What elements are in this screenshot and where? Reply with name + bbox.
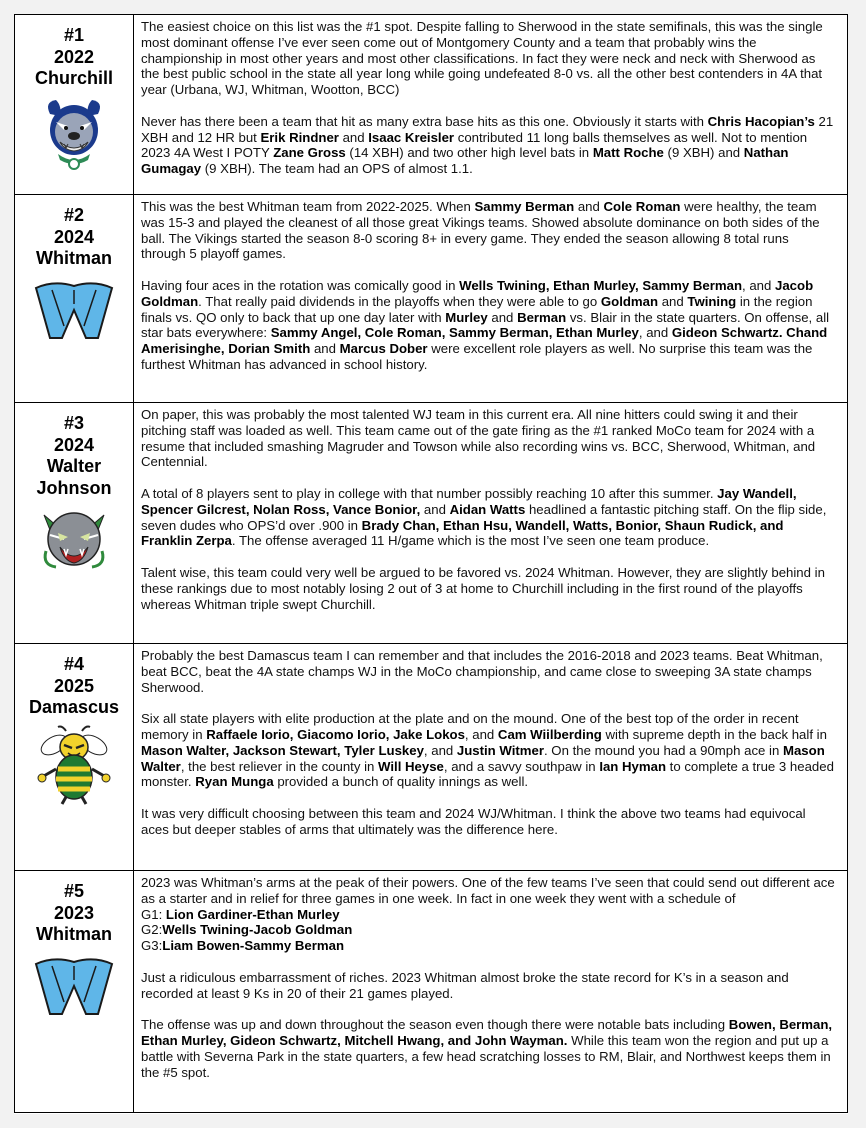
player-name: Lion Gardiner-Ethan Murley bbox=[165, 906, 340, 922]
player-name: Aidan Watts bbox=[449, 501, 526, 517]
hornet-logo-icon bbox=[36, 725, 112, 805]
player-name: Bowen, Berman, Ethan Murley, Gideon Schwartz, Mitchell Hwang, and John Wayman. bbox=[141, 1017, 833, 1048]
team-heading bbox=[15, 881, 133, 946]
team-label: Churchill bbox=[34, 68, 113, 88]
player-name: Jacob Goldman bbox=[141, 277, 814, 309]
description-paragraph bbox=[141, 199, 837, 262]
description-cell bbox=[134, 15, 848, 195]
text-run: 2023 was Whitman’s arms at the peak of their powers. One of the few teams I’ve seen that could send out different ace as a starter and in relief for three games in one week. In fact in one week they went with a schedule of bbox=[141, 875, 835, 906]
rankings-table bbox=[14, 14, 848, 1113]
player-name: Liam Bowen-Sammy Berman bbox=[162, 938, 345, 954]
wildcat-logo-icon bbox=[38, 505, 110, 571]
text-run: Just a ridiculous embarrassment of riches. 2023 Whitman almost broke the state record for K’s in a season and recorded at least 9 Ks in 20 of their 21 games played. bbox=[141, 969, 789, 1001]
player-name: Wells Twining-Jacob Goldman bbox=[162, 922, 353, 938]
rank-label: #1 bbox=[63, 25, 85, 45]
text-run: , and bbox=[742, 277, 776, 293]
text-run: , the best reliever in the county in bbox=[180, 758, 379, 774]
player-name: Chris Hacopian’s bbox=[707, 113, 815, 129]
team-label: Whitman bbox=[36, 924, 112, 944]
description-cell bbox=[134, 871, 848, 1113]
description-paragraph bbox=[141, 278, 837, 373]
text-run: . On the mound you had a 90mph ace in bbox=[543, 742, 783, 758]
player-name: Matt Roche bbox=[592, 145, 664, 161]
description-paragraph bbox=[141, 806, 837, 838]
text-run: and bbox=[338, 129, 369, 145]
rank-label: #5 bbox=[63, 881, 85, 901]
player-name: Ian Hyman bbox=[599, 758, 667, 774]
text-run: . That really paid dividends in the playoffs when they were able to go bbox=[198, 293, 601, 309]
text-run: vs. Blair in the state quarters. On offense, all star bats everywhere: bbox=[141, 309, 830, 341]
player-name: Isaac Kreisler bbox=[368, 129, 455, 145]
text-run: (9 XBH). The team had an OPS of almost 1.1. bbox=[201, 161, 473, 177]
text-run: contributed 11 long balls themselves as well. Not to mention 2023 4A West I POTY bbox=[141, 129, 808, 161]
text-run: . The offense averaged 11 H/game which is the most I’ve seen one team produce. bbox=[231, 533, 710, 549]
text-run: with supreme depth in the back half in bbox=[601, 726, 827, 742]
text-run: G3: bbox=[141, 938, 163, 954]
description-paragraph bbox=[141, 711, 837, 790]
description-paragraph bbox=[141, 114, 837, 177]
text-run: , and a savvy southpaw in bbox=[443, 758, 600, 774]
rank-label: #4 bbox=[63, 654, 85, 674]
whitman-w-logo-icon bbox=[34, 276, 114, 342]
player-name: Mason Walter bbox=[141, 742, 825, 774]
text-run: in the region finals vs. QO only to back that up one day later with bbox=[141, 293, 813, 325]
text-run: A total of 8 players sent to play in college with that number possibly reaching 10 after this summer. bbox=[141, 485, 718, 501]
player-name: Marcus Dober bbox=[339, 341, 428, 357]
text-run: (9 XBH) and bbox=[663, 145, 744, 161]
description-cell bbox=[134, 403, 848, 644]
description-paragraph bbox=[141, 407, 837, 470]
team-heading bbox=[15, 654, 133, 719]
year-label: 2025 bbox=[53, 675, 95, 696]
player-name: Justin Witmer bbox=[456, 742, 544, 758]
table-row bbox=[15, 871, 848, 1113]
text-run: G2: bbox=[141, 922, 163, 938]
table-row bbox=[15, 403, 848, 644]
description-paragraph bbox=[141, 486, 837, 549]
text-run: were healthy, the team was 15-3 and played the cleanest of all those great Vikings teams. Showed absolute dominance on both sides of the ball. The Vikings started the season 8-0 scoring 8+ in every game. They ended the season allowing 8 total runs through 5 playoff games. bbox=[141, 199, 820, 262]
year-label: 2024 bbox=[53, 434, 95, 455]
year-label: 2022 bbox=[53, 46, 95, 67]
player-name: Gideon Schwartz. Chand Amerisinghe, Dorian Smith bbox=[141, 325, 828, 357]
text-run: Talent wise, this team could very well be argued to be favored vs. 2024 Whitman. However, they are slightly behind in these rankings due to most notably losing 2 out of 3 at home to Churchill including in the first round of the playoffs whereas Whitman triple swept Churchill. bbox=[141, 564, 825, 612]
player-name: Raffaele Iorio, Giacomo Iorio, Jake Lokos bbox=[206, 726, 465, 742]
player-name: Cam Wiilberding bbox=[497, 726, 602, 742]
player-name: Brady Chan, Ethan Hsu, Wandell, Watts, Bonior, Shaun Rudick, and Franklin Zerpa bbox=[141, 517, 784, 549]
text-run: 21 XBH and 12 HR but bbox=[141, 113, 834, 145]
player-name: Ryan Munga bbox=[195, 774, 274, 790]
player-name: Berman bbox=[517, 309, 567, 325]
table-row bbox=[15, 195, 848, 403]
player-name: Nathan Gumagay bbox=[141, 145, 789, 177]
description-paragraph bbox=[141, 565, 837, 612]
description-cell bbox=[134, 644, 848, 871]
description-paragraph bbox=[141, 1017, 837, 1080]
text-run: and bbox=[420, 501, 450, 517]
text-run: This was the best Whitman team from 2022-2025. When bbox=[141, 199, 475, 214]
table-row bbox=[15, 644, 848, 871]
text-run: and bbox=[574, 199, 604, 214]
year-label: 2024 bbox=[53, 226, 95, 247]
text-run: , and bbox=[638, 325, 672, 341]
player-name: Twining bbox=[687, 293, 737, 309]
player-name: Erik Rindner bbox=[260, 129, 339, 145]
text-run: While this team won the region and put up a battle with Severna Park in the state quarters, a few head scratching losses to RM, Blair, and Northwest keeps them in the #5 spot. bbox=[141, 1032, 831, 1080]
text-run: Six all state players with elite production at the plate and on the mound. One of the best top of the order in recent memory in bbox=[141, 711, 799, 742]
player-name: Cole Roman bbox=[603, 199, 681, 214]
text-run: Probably the best Damascus team I can remember and that includes the 2016-2018 and 2023 teams. Beat Whitman, beat BCC, beat the 4A state champs WJ in the MoCo championship, and came close to sweeping 3A state champs Sherwood. bbox=[141, 648, 823, 695]
text-run: Having four aces in the rotation was comically good in bbox=[141, 277, 460, 293]
description-paragraph bbox=[141, 970, 837, 1002]
text-run: , and bbox=[464, 726, 498, 742]
text-run: G1: bbox=[141, 906, 166, 922]
player-name: Wells Twining, Ethan Murley, Sammy Berman bbox=[459, 277, 743, 293]
description-paragraph bbox=[141, 875, 837, 954]
team-label-line-1: Walter bbox=[46, 456, 102, 476]
text-run: Never has there been a team that hit as many extra base hits as this one. Obviously it starts with bbox=[141, 113, 708, 129]
text-run: headlined a fantastic pitching staff. On the flip side, seven dudes who OPS’d over .900 in bbox=[141, 501, 827, 533]
team-label-line-2: Johnson bbox=[36, 477, 112, 498]
whitman-w-logo-icon bbox=[34, 952, 114, 1018]
team-cell bbox=[15, 195, 134, 403]
text-run: and bbox=[658, 293, 688, 309]
rank-label: #3 bbox=[63, 413, 85, 433]
team-cell bbox=[15, 15, 134, 195]
player-name: Sammy Berman bbox=[474, 199, 575, 214]
team-cell bbox=[15, 644, 134, 871]
text-run: (14 XBH) and two other high level bats in bbox=[345, 145, 593, 161]
text-run: On paper, this was probably the most talented WJ team in this current era. All nine hitters could swing it and their pitching staff was loaded as well. This team came out of the gate firing as the #1 ranked MoCo team for 2024 with a resume that included smashing Magruder and Towson while also recording wins vs. BCC, Sherwood, Whitman, and Centennial. bbox=[141, 407, 816, 470]
table-row bbox=[15, 15, 848, 195]
team-heading bbox=[15, 205, 133, 270]
player-name: Sammy Angel, Cole Roman, Sammy Berman, Ethan Murley bbox=[270, 325, 639, 341]
description-cell bbox=[134, 195, 848, 403]
year-label: 2023 bbox=[53, 902, 95, 923]
player-name: Will Heyse bbox=[378, 758, 444, 774]
text-run: , and bbox=[423, 742, 457, 758]
player-name: Jay Wandell, Spencer Gilcrest, Nolan Ross, Vance Bonior, bbox=[141, 485, 797, 517]
team-cell bbox=[15, 871, 134, 1113]
player-name: Goldman bbox=[600, 293, 659, 309]
text-run: and bbox=[487, 309, 518, 325]
team-cell bbox=[15, 403, 134, 644]
rankings-sheet bbox=[14, 14, 848, 1114]
description-paragraph bbox=[141, 648, 837, 695]
text-run: The easiest choice on this list was the #1 spot. Despite falling to Sherwood in the state semifinals, this was the single most dominant offense I’ve ever seen come out of Montgomery County and a team that probably wins the championship in most other years and most other classifications. In fact they were neck and neck with Sherwood as the best public school in the state all year long while going undefeated 8-0 vs. all the other best contenders in 4A that year (Urbana, WJ, Whitman, Wootton, BCC) bbox=[141, 19, 823, 98]
text-run: The offense was up and down throughout the season even though there were notable bats including bbox=[141, 1017, 729, 1033]
bulldog-logo-icon bbox=[40, 96, 108, 172]
text-run: It was very difficult choosing between this team and 2024 WJ/Whitman. I think the above two teams had equivocal aces but deeper stables of arms that ultimately was the difference here. bbox=[141, 805, 806, 837]
team-heading bbox=[15, 25, 133, 90]
player-name: Zane Gross bbox=[273, 145, 346, 161]
player-name: Mason Walter, Jackson Stewart, Tyler Luskey bbox=[141, 742, 424, 758]
text-run: were excellent role players as well. No surprise this team was the furthest Whitman has advanced in school history. bbox=[141, 341, 813, 372]
text-run: and bbox=[310, 341, 340, 357]
text-run: provided a bunch of quality innings as well. bbox=[273, 774, 529, 790]
team-label: Whitman bbox=[36, 248, 112, 268]
player-name: Murley bbox=[445, 309, 488, 325]
team-heading bbox=[15, 413, 133, 499]
team-label: Damascus bbox=[28, 697, 120, 717]
description-paragraph bbox=[141, 19, 837, 98]
rank-label: #2 bbox=[63, 205, 85, 225]
text-run: to complete a true 3 headed monster. bbox=[141, 758, 834, 790]
